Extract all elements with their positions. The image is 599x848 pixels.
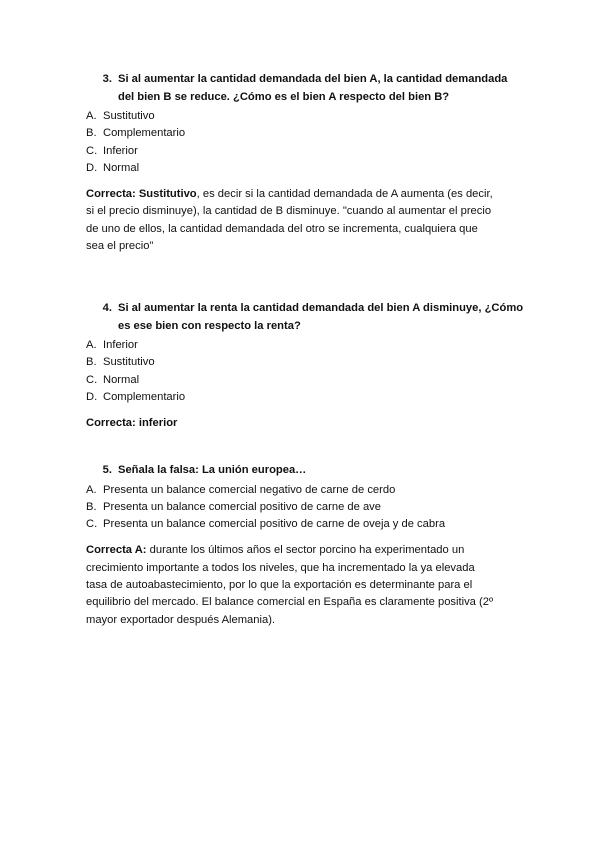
option-letter: A.: [86, 483, 97, 496]
option-text: Presenta un balance comercial positivo de carne de oveja y de cabra: [103, 518, 446, 531]
option-text: Normal: [103, 373, 140, 386]
question-number: 3.: [102, 73, 112, 85]
answer-explanation: durante los últimos años el sector porcino ha experimentado un crecimiento importante a todos los niveles, que ha incrementado la ya elevada tasa de autoabastecimiento, por lo que la exportación es determinante para el equilibrio del mercado. El balance comercial en España es claramente positiva (2º mayor exportador después Alemania).: [86, 544, 494, 626]
option-a: [86, 482, 526, 499]
option-text: Presenta un balance comercial negativo de carne de cerdo: [103, 483, 396, 496]
question-text: Si al aumentar la renta la cantidad demandada del bien A disminuye, ¿Cómo es ese bien con respecto la renta?: [118, 302, 524, 332]
answer-paragraph: [86, 415, 498, 432]
option-list: [86, 108, 526, 177]
question-text: Señala la falsa: La unión europea…: [118, 464, 307, 476]
option-text: Complementario: [103, 390, 186, 403]
option-c: [86, 372, 526, 389]
option-d: [86, 160, 526, 177]
option-b: [86, 354, 526, 371]
question-3: [86, 71, 526, 255]
answer-label: Correcta: Sustitutivo: [86, 188, 197, 201]
option-list: [86, 482, 526, 534]
question-header: [86, 300, 526, 335]
option-c: [86, 516, 526, 533]
option-a: [86, 108, 526, 125]
question-number: 4.: [102, 302, 112, 314]
option-text: Sustitutivo: [103, 356, 155, 369]
option-letter: A.: [86, 339, 97, 351]
question-header: [86, 71, 526, 106]
option-a: [86, 337, 526, 354]
option-text: Presenta un balance comercial positivo de carne de ave: [103, 500, 381, 513]
question-text: Si al aumentar la cantidad demandada del bien A, la cantidad demandada del bien B se reduce. ¿Cómo es el bien A respecto del bien B?: [118, 73, 508, 103]
question-5: [86, 462, 526, 629]
question-4: [86, 300, 526, 432]
option-b: [86, 125, 526, 142]
option-text: Inferior: [103, 144, 138, 157]
option-letter: B.: [86, 356, 97, 369]
option-letter: B.: [86, 127, 97, 140]
option-text: Complementario: [103, 127, 186, 140]
answer-label: Correcta A:: [86, 544, 147, 557]
option-text: Inferior: [103, 339, 138, 351]
question-header: [86, 462, 526, 480]
option-letter: C.: [86, 373, 98, 386]
option-letter: C.: [86, 518, 98, 531]
option-d: [86, 389, 526, 406]
option-c: [86, 143, 526, 160]
option-list: [86, 337, 526, 406]
option-letter: A.: [86, 110, 97, 122]
answer-paragraph: [86, 186, 496, 255]
option-text: Normal: [103, 161, 140, 174]
option-letter: C.: [86, 144, 98, 157]
answer-explanation: , es decir si la cantidad demandada de A aumenta (es decir, si el precio disminuye), la cantidad de B disminuye. "cuando al aumentar el precio de uno de ellos, la cantidad demandada del otro se incrementa, cualquiera que sea el precio": [86, 188, 493, 253]
option-letter: D.: [86, 390, 98, 403]
option-b: [86, 499, 526, 516]
answer-label: Correcta: inferior: [86, 417, 178, 430]
option-letter: B.: [86, 500, 97, 513]
question-number: 5.: [102, 464, 112, 476]
answer-paragraph: [86, 542, 498, 628]
option-letter: D.: [86, 161, 98, 174]
option-text: Sustitutivo: [103, 110, 155, 122]
